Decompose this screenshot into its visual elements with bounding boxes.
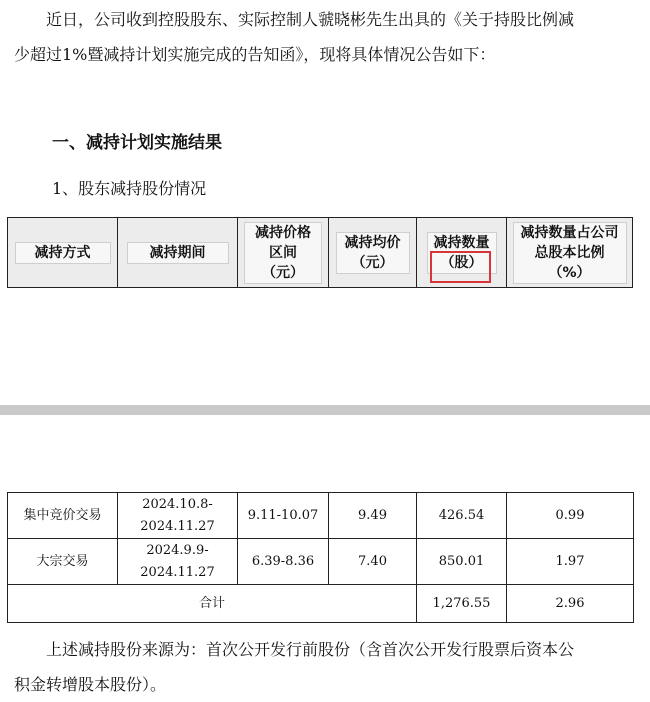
table-header bbox=[7, 217, 633, 288]
header-label-ratio-2: 总股本比例 bbox=[534, 244, 605, 261]
total-quantity: 1,276.55 bbox=[417, 585, 507, 623]
data-table bbox=[7, 492, 634, 623]
page-break-divider bbox=[0, 405, 650, 415]
footer-line-2: 积金转增股本股份）。 bbox=[14, 675, 167, 694]
cell-period-end: 2024.11.27 bbox=[140, 518, 215, 534]
footer-paragraph bbox=[14, 632, 636, 702]
header-cell-price-range bbox=[238, 218, 329, 287]
cell-period bbox=[118, 539, 238, 585]
total-label: 合计 bbox=[8, 585, 417, 623]
cell-period-start: 2024.9.9- bbox=[146, 542, 209, 558]
header-label-quantity-2: （股） bbox=[440, 254, 483, 271]
header-label-avg-price-2: （元） bbox=[351, 254, 394, 271]
cell-period bbox=[118, 493, 238, 539]
table-row bbox=[8, 493, 634, 539]
header-label-ratio-1: 减持数量占公司 bbox=[520, 224, 619, 241]
cell-quantity: 426.54 bbox=[417, 493, 507, 539]
header-label-price-range-3: （元） bbox=[262, 264, 304, 281]
header-cell-ratio bbox=[507, 218, 632, 287]
header-label-avg-price-1: 减持均价 bbox=[344, 234, 401, 251]
total-row bbox=[8, 585, 634, 623]
total-ratio: 2.96 bbox=[507, 585, 634, 623]
header-label-quantity-1: 减持数量 bbox=[433, 234, 490, 251]
cell-quantity: 850.01 bbox=[417, 539, 507, 585]
header-cell-method bbox=[8, 218, 118, 287]
cell-avg-price: 7.40 bbox=[329, 539, 417, 585]
cell-ratio: 1.97 bbox=[507, 539, 634, 585]
cell-period-end: 2024.11.27 bbox=[140, 564, 215, 580]
section-title: 一、减持计划实施结果 bbox=[52, 133, 222, 153]
cell-price-range: 9.11-10.07 bbox=[238, 493, 329, 539]
header-label-period: 减持期间 bbox=[127, 242, 229, 264]
header-label-price-range-1: 减持价格 bbox=[255, 224, 311, 241]
cell-ratio: 0.99 bbox=[507, 493, 634, 539]
subsection-title: 1、股东减持股份情况 bbox=[52, 179, 207, 198]
header-label-price-range-2: 区间 bbox=[269, 244, 297, 261]
cell-price-range: 6.39-8.36 bbox=[238, 539, 329, 585]
table-row bbox=[8, 539, 634, 585]
footer-line-1: 上述减持股份来源为：首次公开发行前股份（含首次公开发行股票后资本公 bbox=[46, 640, 575, 659]
cell-avg-price: 9.49 bbox=[329, 493, 417, 539]
cell-period-start: 2024.10.8- bbox=[142, 496, 213, 512]
cell-method: 大宗交易 bbox=[8, 539, 118, 585]
header-label-method: 减持方式 bbox=[15, 242, 111, 264]
header-cell-period bbox=[118, 218, 238, 287]
cell-method: 集中竞价交易 bbox=[8, 493, 118, 539]
header-label-ratio-3: （%） bbox=[548, 264, 591, 281]
intro-paragraph bbox=[14, 2, 636, 72]
intro-line-1: 近日，公司收到控股股东、实际控制人虢晓彬先生出具的《关于持股比例减 bbox=[46, 10, 575, 29]
intro-line-2: 少超过1%暨减持计划实施完成的告知函》，现将具体情况公告如下： bbox=[14, 45, 496, 64]
highlight-box bbox=[430, 251, 491, 283]
header-cell-avg-price bbox=[329, 218, 417, 287]
